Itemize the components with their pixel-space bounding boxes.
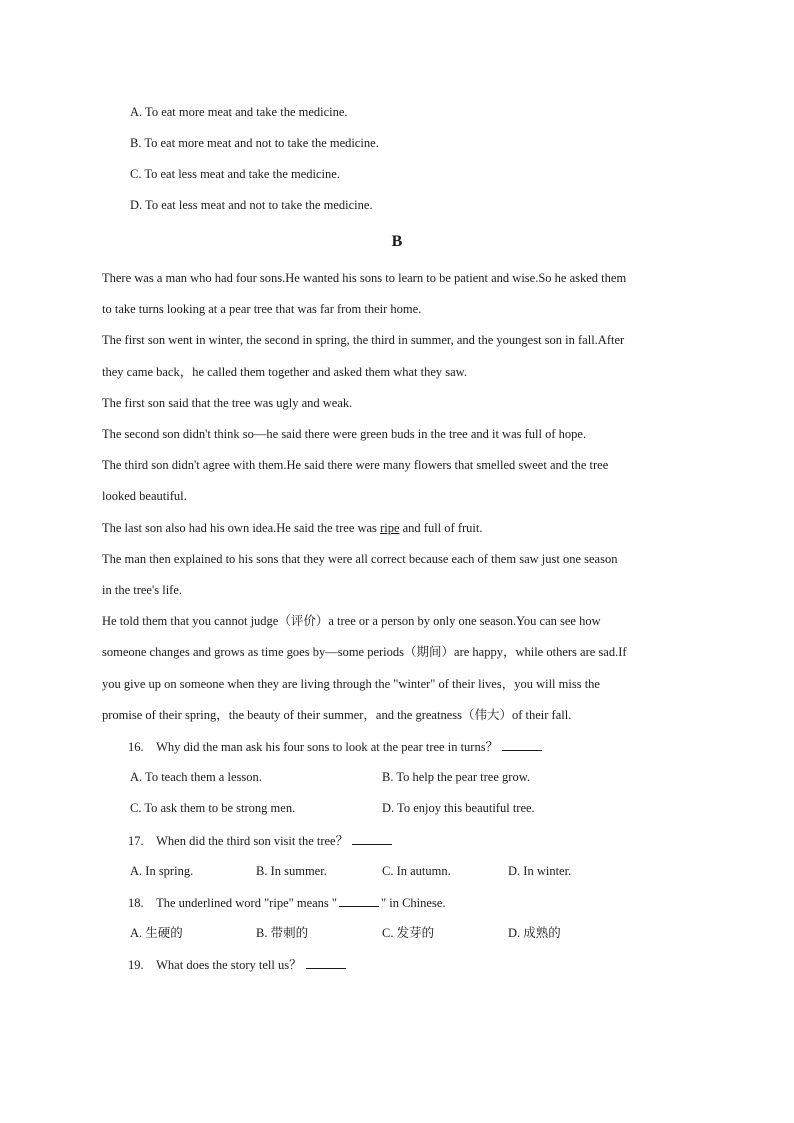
answer-d: D. To enjoy this beautiful tree. bbox=[382, 801, 535, 815]
question-16 bbox=[128, 738, 542, 755]
passage-line: to take turns looking at a pear tree that was far from their home. bbox=[102, 302, 422, 316]
answer-blank bbox=[339, 894, 379, 907]
answer-c: C. To ask them to be strong men. bbox=[130, 801, 296, 815]
passage-text: and full of fruit. bbox=[399, 521, 483, 535]
passage-line: someone changes and grows as time goes by—some periods（期间）are happy，while others are sad.If bbox=[102, 645, 627, 659]
passage-line: looked beautiful. bbox=[102, 489, 187, 503]
answer-row bbox=[0, 925, 794, 941]
question-17 bbox=[128, 832, 392, 849]
answer-a: A. To teach them a lesson. bbox=[130, 770, 262, 784]
passage-line: The man then explained to his sons that they were all correct because each of them saw just one season bbox=[102, 552, 618, 566]
answer-b: B. To help the pear tree grow. bbox=[382, 770, 531, 784]
question-text: 19. What does the story tell us？ bbox=[128, 958, 302, 972]
option-b: B. To eat more meat and not to take the medicine. bbox=[130, 136, 379, 150]
answer-blank bbox=[306, 956, 346, 969]
passage-line bbox=[102, 520, 482, 536]
option-d: D. To eat less meat and not to take the medicine. bbox=[130, 198, 373, 212]
question-19 bbox=[128, 956, 346, 973]
answer-a: A. In spring. bbox=[130, 864, 194, 878]
answer-row bbox=[0, 863, 794, 879]
passage-line: promise of their spring，the beauty of their summer，and the greatness（伟大）of their fall. bbox=[102, 708, 572, 722]
passage-line: He told them that you cannot judge（评价）a tree or a person by only one season.You can see how bbox=[102, 614, 601, 628]
question-text: 18. The underlined word "ripe" means " bbox=[128, 896, 338, 910]
passage-line: The second son didn't think so—he said there were green buds in the tree and it was full of hope. bbox=[102, 427, 587, 441]
question-18 bbox=[128, 894, 446, 911]
passage-line: There was a man who had four sons.He wanted his sons to learn to be patient and wise.So he asked them bbox=[102, 271, 627, 285]
question-text: 17. When did the third son visit the tree？ bbox=[128, 834, 349, 848]
option-a: A. To eat more meat and take the medicine. bbox=[130, 105, 348, 119]
section-heading: B bbox=[391, 233, 403, 250]
underlined-word-ripe: ripe bbox=[380, 521, 400, 535]
answer-blank bbox=[352, 832, 392, 845]
answer-c: C. 发芽的 bbox=[382, 926, 435, 940]
answer-b: B. 带刺的 bbox=[256, 926, 309, 940]
passage-line: they came back，he called them together and asked them what they saw. bbox=[102, 365, 468, 379]
passage-text: The last son also had his own idea.He said the tree was bbox=[102, 521, 381, 535]
passage-line: The first son said that the tree was ugly and weak. bbox=[102, 396, 353, 410]
passage-line: The first son went in winter, the second in spring, the third in summer, and the youngest son in fall.After bbox=[102, 333, 625, 347]
option-c: C. To eat less meat and take the medicine. bbox=[130, 167, 340, 181]
answer-row bbox=[0, 800, 794, 816]
question-text: 16. Why did the man ask his four sons to look at the pear tree in turns？ bbox=[128, 740, 499, 754]
answer-d: D. 成熟的 bbox=[508, 926, 561, 940]
passage-line: in the tree's life. bbox=[102, 583, 182, 597]
answer-d: D. In winter. bbox=[508, 864, 572, 878]
answer-c: C. In autumn. bbox=[382, 864, 451, 878]
passage-line: you give up on someone when they are living through the "winter" of their lives，you will miss the bbox=[102, 677, 600, 691]
answer-b: B. In summer. bbox=[256, 864, 327, 878]
answer-blank bbox=[502, 738, 542, 751]
answer-row bbox=[0, 769, 794, 785]
passage-line: The third son didn't agree with them.He said there were many flowers that smelled sweet and the tree bbox=[102, 458, 609, 472]
answer-a: A. 生硬的 bbox=[130, 926, 183, 940]
question-text: " in Chinese. bbox=[381, 896, 446, 910]
